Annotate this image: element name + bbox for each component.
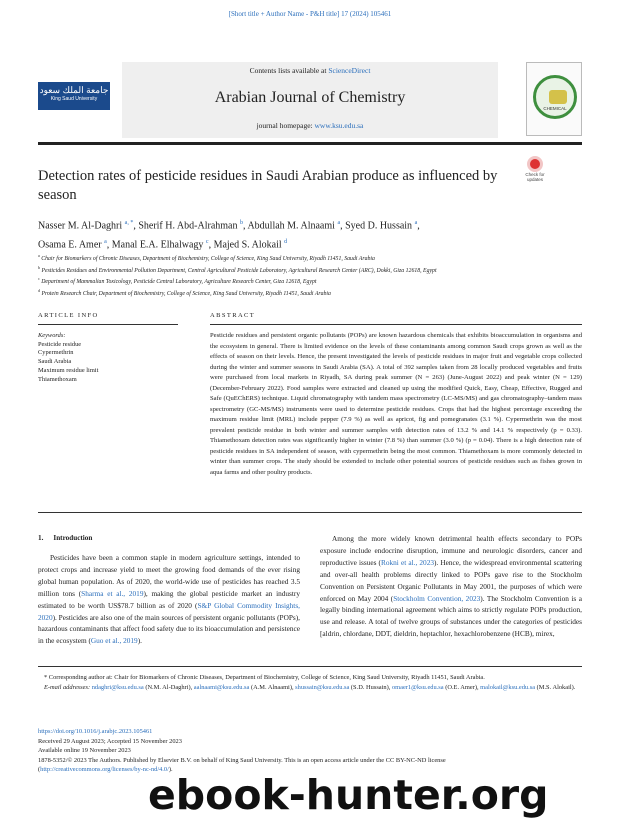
abstract-bottom-rule	[38, 512, 582, 513]
abstract-text: Pesticide residues and persistent organic pollutants (POPs) are known hazardous chemicals that exhibits bioaccumulation in organisms and the ecosystem in general. There is limited evidence on the levels of these contaminants among common Saudi crops grown as well as the effects of season on their levels. Hence, the present investigated the levels of pesticide residues in major fruit and vegetable crops collected during the winter and summer seasons in Saudi Arabia (SA). A total of 392 samples taken from 28 locally produced vegetables and fruits were purchased from local markets in Riyadh, SA during peak summer (N = 263) (June-August 2022) and peak winter (N = 129) (December-February 2022). Food samples were extracted and cleaned up using the modified Quick, Easy, Cheap, Effective, Rugged and Safe (QuEChERS) technique. Liquid chromatography with tandem mass spectrometry (LC-MS/MS) and gas chromatography–tandem mass spectrometry (GC-MS/MS) instruments were used to determine pesticide residues. Crops that had the highest percentage exceeding the maximum residue limit (MRL) include pepper (7.9 %) as well as apricot, fig and pomegranates (3.1 %). Cypermethrin was the most prevalent pesticide residue in both winter and summer samples with detection rates of 13.2 % and 14.1 % respectively (p = 0.33). Thiamethoxam detection rates was significantly higher in winter (7.8 %) than summer (3.0 %) (p = 0.04). There is a high detection rate of pesticide residues in SA independent of season, with cypermethrin being the most common. Thiamethoxam is more commonly detected in winter than summer crops. The study should be extended to include other potential sources of pesticide residues such as fishes grown in aqua farms and other poultry products.	[210, 332, 582, 476]
author-affil-sup[interactable]: c	[205, 239, 209, 246]
homepage-line	[122, 121, 498, 130]
license-text: 1878-5352/© 2023 The Authors. Published by Elsevier B.V. on behalf of King Saud University. This is an open access article under the CC BY-NC-ND license	[38, 756, 446, 764]
keyword-item: Cypermethrin	[38, 349, 74, 357]
keywords-label: Keywords:	[38, 332, 66, 339]
cover-emblem-core	[549, 90, 567, 104]
affiliation-sup: a	[38, 253, 40, 258]
affiliation-item	[38, 287, 582, 299]
homepage-prefix: journal homepage:	[256, 121, 315, 130]
author-name[interactable]: Abdullah M. Alnaami	[247, 220, 335, 232]
affiliation-sup: d	[38, 288, 40, 294]
license-paren: ).	[168, 766, 173, 773]
intro-heading	[38, 534, 102, 542]
intro-paragraph	[320, 533, 582, 640]
author-affil-sup[interactable]: d	[284, 239, 288, 246]
corresponding-author-note	[38, 673, 582, 683]
journal-cover-image	[526, 62, 582, 136]
corresponding-text: Corresponding author at: Chair for Biomarkers of Chronic Diseases, Department of Biochemistry, College of Science, King Saud University, Riyadh 11451, Saudi Arabia.	[47, 674, 485, 681]
running-head[interactable]: [Short title + Author Name - P&H title] 17 (2024) 105461	[228, 10, 392, 18]
journal-title: Arabian Journal of Chemistry	[214, 89, 406, 106]
journal-banner	[122, 62, 498, 138]
citation-link[interactable]: S&P Global Commodity Insights, 2020	[38, 600, 301, 622]
author-name[interactable]: Sherif H. Abd-Alrahman	[138, 220, 238, 232]
footnote-mark: *	[44, 674, 48, 681]
author-affil-sup[interactable]: b	[239, 220, 243, 226]
homepage-link[interactable]: www.ksu.edu.sa	[314, 121, 364, 130]
ksu-logo-text: King Saud University	[50, 96, 98, 102]
abstract-rule	[210, 324, 582, 325]
affiliation-sup: c	[38, 276, 40, 282]
keywords-block	[38, 332, 178, 384]
watermark: ebook-hunter.org	[148, 771, 549, 819]
affiliation-list	[38, 252, 582, 299]
header-rule	[38, 142, 582, 145]
intro-text: ). The Stockholm Convention is a legally binding international agreement which aims to strictly regulate POPs production, use and release. A total of twelve groups of substances under the categories of pesticides [aldrin, chlordane, DDT, dieldrin, heptachlor, hexachlorobenzene (HCB), mirex,	[320, 593, 582, 639]
email-addresses	[38, 683, 582, 693]
contents-line	[122, 66, 498, 75]
ksu-logo	[38, 82, 110, 110]
author-name[interactable]: Syed D. Hussain	[345, 220, 413, 232]
cover-emblem-icon	[533, 75, 577, 119]
email-owner: (O.E. Amer),	[443, 683, 481, 691]
journal-header	[38, 62, 582, 140]
email-link[interactable]: omaer1@ksu.edu.sa	[391, 683, 444, 691]
author-affil-sup[interactable]: a	[337, 220, 341, 226]
intro-text: ).	[137, 636, 142, 646]
intro-text: ), making the global pesticide market an industry estimated to be worth US$78.7 billion as of 2020 (	[38, 588, 300, 610]
citation-link[interactable]: Sharma et al., 2019	[81, 588, 144, 598]
license-link[interactable]: http://creativecommons.org/licenses/by-nc-nd/4.0/	[40, 766, 169, 773]
email-owner: (M.S. Alokail).	[535, 683, 576, 691]
intro-left-column	[38, 552, 300, 647]
affiliation-item	[38, 252, 582, 264]
email-link[interactable]: shussain@ksu.edu.sa	[295, 683, 350, 691]
ksu-logo-arabic: جامعة الملك سعود	[39, 85, 109, 95]
cover-label: CHEMICAL	[543, 106, 567, 111]
affiliation-sup: b	[38, 264, 40, 270]
email-owner: (S.D. Hussain),	[349, 683, 392, 691]
affiliation-text: Pesticides Residues and Environmental Pollution Department, Central Agricultural Pesticide Laboratory, Agricultural Research Center (ARC), Dokki, Giza 12618, Egypt	[41, 267, 437, 274]
article-meta	[38, 727, 582, 775]
intro-text: Among the more widely known detrimental health effects secondary to POPs exposure include endocrine disruption, immune and neurologic disorders, cancer and reproductive issues (	[320, 534, 582, 567]
author-name[interactable]: Nasser M. Al-Daghri	[38, 220, 123, 232]
keyword-item: Maximum residue limit	[38, 366, 99, 374]
sciencedirect-link[interactable]: ScienceDirect	[328, 66, 371, 75]
contents-prefix: Contents lists available at	[249, 66, 329, 75]
email-owner: (N.M. Al-Daghri),	[143, 683, 194, 691]
article-info-rule	[38, 324, 178, 325]
affiliation-item	[38, 264, 582, 276]
author-affil-sup[interactable]: a	[414, 220, 418, 226]
intro-number: 1.	[38, 534, 44, 542]
received-date: Received 29 August 2023; Accepted 15 November 2023	[38, 737, 182, 745]
author-list: Nasser M. Al-Daghri $^{a, *}$, Sherif H. Abd-Alrahman $^b$, Abdullah M. Alnaami $^a$, Syed D. Hussain $^a$, Osama E. Amer $^a$, Manal E.A. Elhalwagy $^c$, Majed S. Alokail $^d$	[38, 220, 420, 251]
check-for-updates-button[interactable]	[521, 156, 549, 186]
intro-right-column	[320, 533, 582, 640]
email-link[interactable]: malokail@ksu.edu.sa	[480, 683, 536, 691]
intro-title: Introduction	[53, 534, 93, 542]
article-title: Detection rates of pesticide residues in Saudi Arabian produce as influenced by season	[38, 168, 498, 203]
affiliation-text: Department of Mammalian Toxicology, Pesticide Central Laboratory, Agriculture Research Center, Giza 12618, Egypt	[41, 279, 317, 286]
email-label: E-mail addresses:	[44, 683, 92, 691]
article-info-heading: ARTICLE INFO	[38, 312, 99, 319]
check-updates-line2: updates	[526, 177, 543, 182]
footnote-rule	[38, 666, 582, 667]
author-name[interactable]: Majed S. Alokail	[213, 239, 282, 251]
author-affil-sup[interactable]: a, *	[124, 220, 134, 226]
email-link[interactable]: aalnaami@ksu.edu.sa	[193, 683, 250, 691]
license-paren: (	[38, 766, 41, 773]
check-updates-line1: Check for	[525, 172, 545, 177]
citation-link[interactable]: Stockholm Convention, 2023	[393, 593, 481, 603]
author-name[interactable]: Osama E. Amer	[38, 239, 102, 251]
email-owner: (A.M. Alnaami),	[249, 683, 296, 691]
footnote-block	[38, 673, 582, 692]
intro-text: ). Pesticides are also one of the main sources of persistent organic pollutants (POPs), hazardous contaminants that affect food safety due to its bioaccumulation and persistence in the ecosystem (	[38, 612, 300, 646]
citation-link[interactable]: Rokni et al., 2023	[381, 557, 434, 567]
affiliation-text: Chair for Biomarkers of Chronic Diseases, Department of Biochemistry, College of Science, King Saud University, Riyadh 11451, Saudi Arabia	[41, 255, 375, 262]
available-date: Available online 19 November 2023	[38, 747, 131, 754]
abstract-heading: ABSTRACT	[210, 312, 256, 319]
affiliation-text: Protein Research Chair, Department of Biochemistry, College of Science, King Saud University, Riyadh 11451, Saudi Arabia	[41, 291, 331, 298]
intro-text: Pesticides have been a common staple in modern agriculture settings, intended to protect crops and increase yield to meet the growing food demands of the ever rising global human population. As of 2020, the world-wide use of pesticides has reached 3.5 million tons (	[38, 553, 300, 598]
citation-link[interactable]: Guo et al., 2019	[90, 636, 138, 646]
email-link[interactable]: ndaghri@ksu.edu.sa	[91, 683, 144, 691]
check-updates-icon	[527, 156, 543, 172]
keyword-item: Thiamethoxam	[38, 375, 77, 383]
keyword-item: Pesticide residue	[38, 340, 82, 348]
doi-link[interactable]: https://doi.org/10.1016/j.arabjc.2023.105461	[38, 728, 153, 735]
affiliation-item	[38, 275, 582, 287]
author-name[interactable]: Manal E.A. Elhalwagy	[111, 239, 204, 251]
intro-text: ). Hence, the widespread environmental scattering and over-all health problems directly linked to POPs gave rise to the Stockholm Convention on Persistent Organic Pollutants in May 2001, the purposes of which were enforced on May 2004 (	[320, 557, 582, 603]
keyword-item: Saudi Arabia	[38, 358, 72, 366]
author-affil-sup[interactable]: a	[104, 239, 107, 246]
intro-paragraph	[38, 552, 300, 647]
